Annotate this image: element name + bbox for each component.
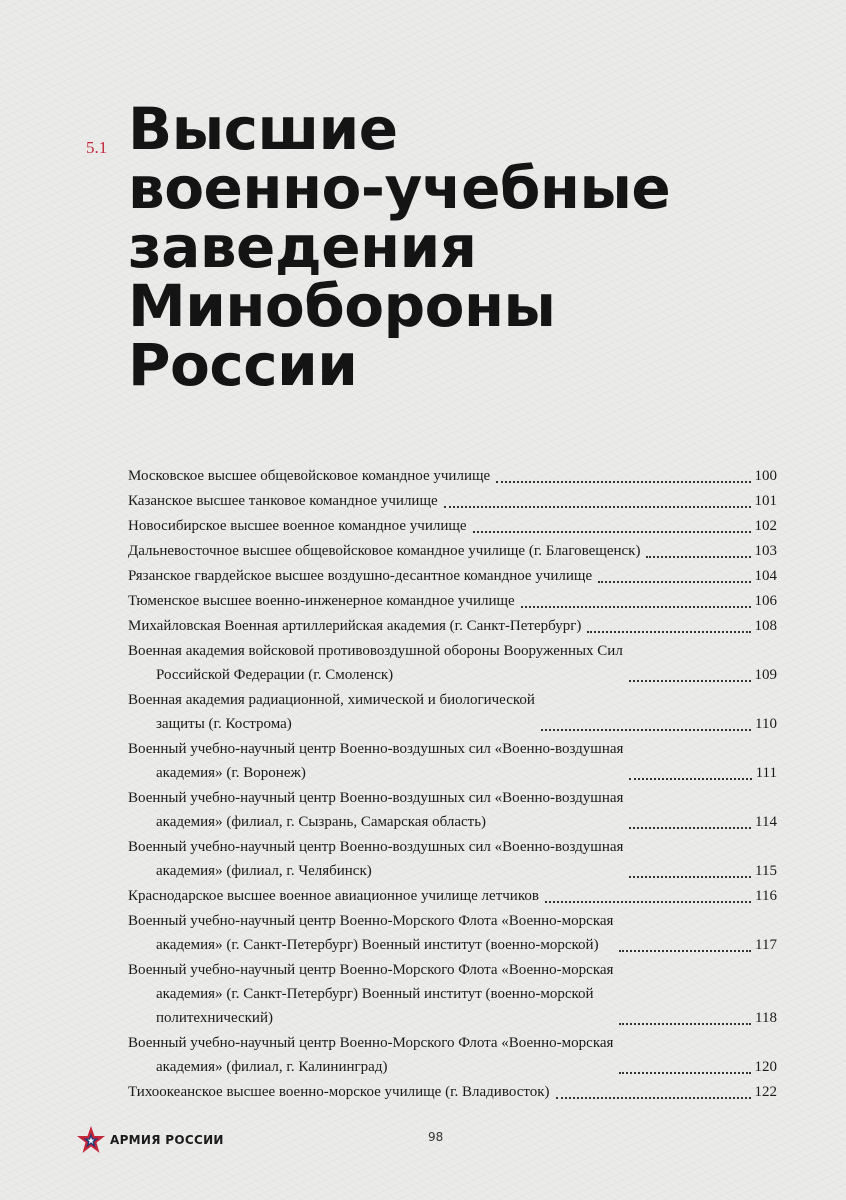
toc-page-number: 114 xyxy=(755,814,777,830)
toc-dot-leader xyxy=(629,764,751,780)
page-title xyxy=(128,95,818,399)
toc-dot-leader xyxy=(619,936,751,952)
toc-dot-leader xyxy=(521,592,751,608)
toc-dot-leader xyxy=(646,542,750,558)
toc-entry-line: Военная академия радиационной, химической и биологической xyxy=(128,692,535,708)
toc-entry-title xyxy=(128,909,613,957)
toc-entry-line: Военный учебно-научный центр Военно-Морского Флота «Военно-морская xyxy=(128,913,614,929)
toc-page-number: 122 xyxy=(754,1084,777,1100)
toc-entry-line: академия» (филиал, г. Челябинск) xyxy=(156,863,372,879)
army-logo xyxy=(76,1125,224,1155)
title-line: Минобороны xyxy=(128,272,556,340)
toc-page-number: 116 xyxy=(755,888,777,904)
toc-entry-title xyxy=(128,1080,550,1104)
toc-entry xyxy=(128,464,777,488)
toc-entry xyxy=(128,489,777,513)
toc-entry-line: Военный учебно-научный центр Военно-Морского Флота «Военно-морская xyxy=(128,962,614,978)
toc-page-number: 102 xyxy=(754,518,777,534)
toc-entry xyxy=(128,835,777,883)
toc-entry-title xyxy=(128,835,623,883)
toc-entry-title xyxy=(128,1031,613,1079)
toc-page-number: 100 xyxy=(754,468,777,484)
star-icon xyxy=(76,1125,106,1155)
toc-page-number: 101 xyxy=(754,493,777,509)
toc-entry-line: Краснодарское высшее военное авиационное училище летчиков xyxy=(128,888,539,904)
toc-entry xyxy=(128,564,777,588)
toc-entry xyxy=(128,1080,777,1104)
toc-page-number: 120 xyxy=(754,1059,777,1075)
toc-entry xyxy=(128,614,777,638)
title-line: военно-учебные xyxy=(128,154,671,222)
toc-entry-line: Российской Федерации (г. Смоленск) xyxy=(156,667,394,683)
toc-entry xyxy=(128,639,777,687)
toc-entry-title xyxy=(128,688,535,736)
toc-entry-line: Михайловская Военная артиллерийская академия (г. Санкт-Петербург) xyxy=(128,618,582,634)
toc-dot-leader xyxy=(473,517,751,533)
toc-entry-line: Новосибирское высшее военное командное училище xyxy=(128,518,467,534)
toc-entry-title xyxy=(128,786,623,834)
toc-entry xyxy=(128,688,777,736)
toc-entry-title xyxy=(128,614,581,638)
toc-entry xyxy=(128,1031,777,1079)
toc-entry-title xyxy=(128,737,623,785)
toc-dot-leader xyxy=(496,467,750,483)
toc-entry-title xyxy=(128,564,592,588)
toc-entry-title xyxy=(128,464,490,488)
toc-entry-line: Казанское высшее танковое командное училище xyxy=(128,493,438,509)
toc-entry-title xyxy=(128,539,640,563)
toc-entry-line: академия» (филиал, г. Сызрань, Самарская область) xyxy=(156,814,487,830)
toc-entry xyxy=(128,909,777,957)
title-line: заведения xyxy=(128,213,477,281)
toc-dot-leader xyxy=(587,617,750,633)
toc-entry xyxy=(128,737,777,785)
toc-page-number: 103 xyxy=(754,543,777,559)
toc-page-number: 110 xyxy=(755,716,777,732)
toc-entry xyxy=(128,589,777,613)
toc-entry-line: Военный учебно-научный центр Военно-Морского Флота «Военно-морская xyxy=(128,1035,614,1051)
toc-entry-title xyxy=(128,589,515,613)
toc-dot-leader xyxy=(545,887,751,903)
toc-entry-line: академия» (филиал, г. Калининград) xyxy=(156,1059,388,1075)
toc-entry-line: политехнический) xyxy=(156,1010,273,1026)
toc-entry-title xyxy=(128,489,438,513)
toc-entry-line: академия» (г. Санкт-Петербург) Военный институт (военно-морской xyxy=(156,986,594,1002)
toc-entry xyxy=(128,514,777,538)
toc-entry-line: Военная академия войсковой противовоздушной обороны Вооруженных Сил xyxy=(128,643,623,659)
toc-entry-line: Тюменское высшее военно-инженерное командное училище xyxy=(128,593,515,609)
toc-entry xyxy=(128,958,777,1030)
toc-entry-line: академия» (г. Воронеж) xyxy=(156,765,306,781)
section-number: 5.1 xyxy=(86,138,108,157)
toc-page-number: 115 xyxy=(755,863,777,879)
table-of-contents xyxy=(128,464,777,1105)
toc-dot-leader xyxy=(619,1009,751,1025)
toc-entry-line: академия» (г. Санкт-Петербург) Военный институт (военно-морской) xyxy=(156,937,599,953)
toc-page-number: 104 xyxy=(754,568,777,584)
toc-entry-line: Тихоокеанское высшее военно-морское училище (г. Владивосток) xyxy=(128,1084,550,1100)
title-line: России xyxy=(128,331,358,399)
toc-dot-leader xyxy=(444,492,751,508)
toc-entry-title xyxy=(128,514,467,538)
toc-dot-leader xyxy=(619,1058,750,1074)
toc-entry-line: Московское высшее общевойсковое командное училище xyxy=(128,468,491,484)
toc-entry-line: Военный учебно-научный центр Военно-воздушных сил «Военно-воздушная xyxy=(128,839,624,855)
toc-dot-leader xyxy=(598,567,750,583)
toc-entry-line: Дальневосточное высшее общевойсковое командное училище (г. Благовещенск) xyxy=(128,543,641,559)
toc-page-number: 118 xyxy=(755,1010,777,1026)
toc-entry-title xyxy=(128,639,623,687)
toc-entry-line: Военный учебно-научный центр Военно-воздушных сил «Военно-воздушная xyxy=(128,790,624,806)
toc-entry xyxy=(128,539,777,563)
toc-entry xyxy=(128,786,777,834)
toc-page-number: 111 xyxy=(755,765,777,781)
page-number: 98 xyxy=(428,1130,444,1144)
toc-page-number: 106 xyxy=(754,593,777,609)
toc-entry-line: Военный учебно-научный центр Военно-воздушных сил «Военно-воздушная xyxy=(128,741,624,757)
toc-dot-leader xyxy=(629,666,751,682)
toc-entry-title xyxy=(128,884,539,908)
toc-dot-leader xyxy=(556,1083,751,1099)
toc-page-number: 117 xyxy=(755,937,777,953)
toc-dot-leader xyxy=(629,862,751,878)
toc-entry-title xyxy=(128,958,613,1030)
toc-page-number: 109 xyxy=(754,667,777,683)
logo-text: АРМИЯ РОССИИ xyxy=(110,1133,224,1147)
toc-dot-leader xyxy=(629,813,751,829)
title-line: Высшие xyxy=(128,95,398,163)
toc-dot-leader xyxy=(541,715,751,731)
toc-page-number: 108 xyxy=(754,618,777,634)
toc-entry-line: Рязанское гвардейское высшее воздушно-десантное командное училище xyxy=(128,568,593,584)
toc-entry xyxy=(128,884,777,908)
toc-entry-line: защиты (г. Кострома) xyxy=(156,716,292,732)
